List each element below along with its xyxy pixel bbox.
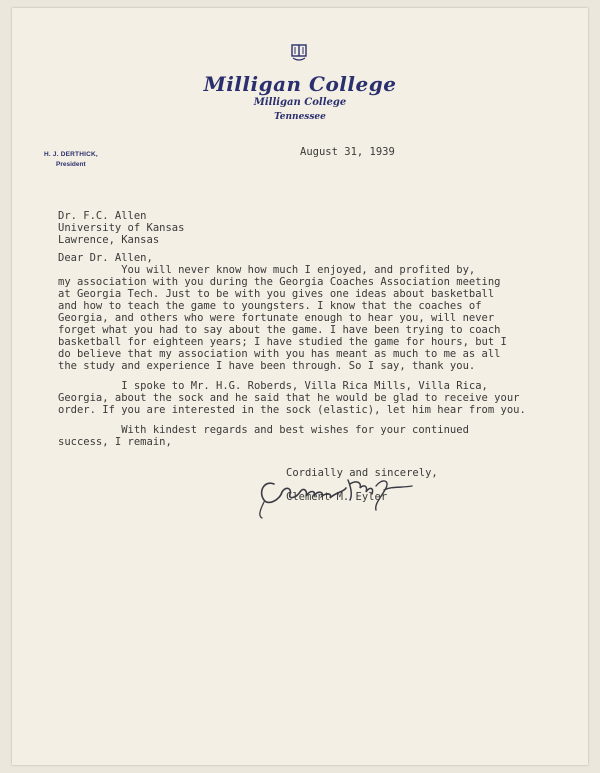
- college-name: Milligan College: [203, 72, 397, 96]
- paragraph-line: at Georgia Tech. Just to be with you gives one ideas about basketball: [58, 288, 495, 300]
- college-subtitle: Milligan College: [253, 97, 347, 108]
- paragraph-line: and how to teach the game to youngsters. I know that the coaches of: [58, 300, 482, 312]
- paragraph-2: [58, 380, 526, 416]
- college-crest-icon: [291, 44, 307, 62]
- recipient-line: Lawrence, Kansas: [58, 234, 160, 246]
- recipient-address: [58, 210, 184, 246]
- recipient-line: University of Kansas: [58, 222, 185, 234]
- paragraph-line: the study and experience I have been through. So I say, thank you.: [58, 360, 476, 372]
- paragraph-line: forget what you had to say about the game. I have been trying to coach: [58, 324, 501, 336]
- paragraph-line: Georgia, about the sock and he said that he would be glad to receive your: [58, 392, 520, 404]
- paragraph-line: my association with you during the Georgia Coaches Association meeting: [58, 276, 501, 288]
- signer-name: Clement M. Eyler: [286, 491, 388, 503]
- paragraph-line: You will never know how much I enjoyed, and profited by,: [58, 264, 476, 276]
- paragraph-line: do believe that my association with you has meant as much to me as all: [58, 348, 501, 360]
- paragraph-line: order. If you are interested in the sock (elastic), let him hear from you.: [58, 404, 526, 416]
- officer-title: President: [56, 161, 86, 168]
- paragraph-3: [58, 424, 469, 448]
- recipient-line: Dr. F.C. Allen: [58, 210, 147, 222]
- paragraph-line: I spoke to Mr. H.G. Roberds, Villa Rica Mills, Villa Rica,: [58, 380, 488, 392]
- paragraph-line: success, I remain,: [58, 436, 172, 448]
- officer-name: H. J. DERTHICK,: [44, 151, 98, 158]
- paragraph-1: [58, 264, 507, 372]
- paragraph-line: Georgia, and others who were fortunate enough to hear you, will never: [58, 312, 495, 324]
- paragraph-line: basketball for eighteen years; I have studied the game for hours, but I: [58, 336, 507, 348]
- letter-date: August 31, 1939: [300, 146, 395, 158]
- paragraph-line: With kindest regards and best wishes for your continued: [58, 424, 469, 436]
- greeting: Dear Dr. Allen,: [58, 252, 153, 264]
- closing: Cordially and sincerely,: [286, 467, 438, 479]
- college-state: Tennessee: [274, 112, 326, 122]
